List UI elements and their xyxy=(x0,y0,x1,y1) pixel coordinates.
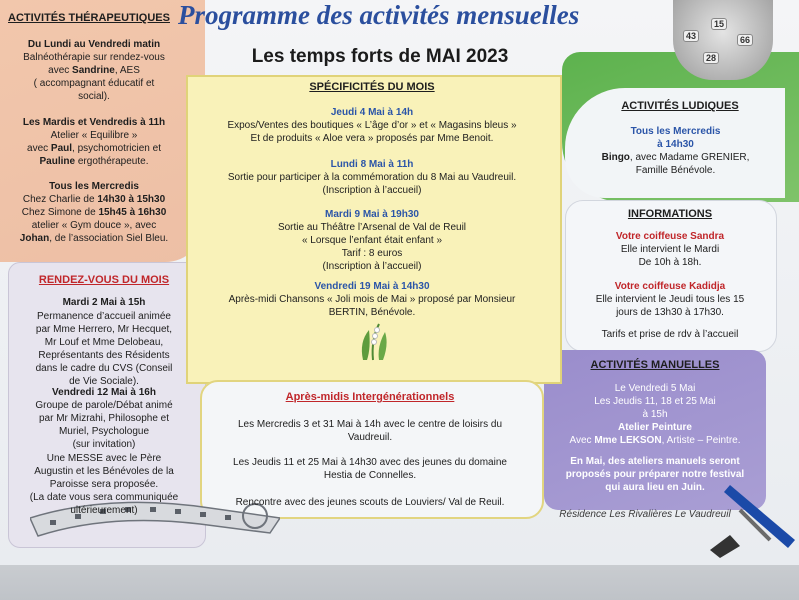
text-line: (La date vous sera communiquée xyxy=(29,492,179,503)
therapeutic-heading: ACTIVITÉS THÉRAPEUTIQUES xyxy=(8,12,170,24)
text-line: Groupe de parole/Débat animé xyxy=(35,400,173,411)
therapeutic-block-1 xyxy=(4,38,184,103)
text-line: proposés pour préparer notre festival xyxy=(565,469,745,480)
text-line: Et de produits « Aloe vera » proposés par Mme Benoit. xyxy=(250,133,494,144)
text: , AES xyxy=(114,65,140,76)
therapeutic-block-2 xyxy=(4,116,184,168)
event-date: Mardi 9 Mai à 19h30 xyxy=(325,209,419,220)
name: Mme LEKSON xyxy=(594,435,662,446)
bingo-ball: 28 xyxy=(703,52,719,64)
ludic-block xyxy=(568,125,783,177)
text-line: Vaudreuil. xyxy=(347,432,393,443)
text-line: par Mme Herrero, Mr Hecquet, xyxy=(35,324,173,335)
name: Paul xyxy=(50,143,73,154)
text-line xyxy=(4,206,184,219)
name: Pauline xyxy=(39,156,76,167)
text: Chez Charlie de xyxy=(22,194,98,205)
text-line: Expos/Ventes des boutiques « L’âge d’or » et « Magasins bleus » xyxy=(227,120,517,131)
text-line: à 14h30 xyxy=(657,139,694,150)
info-block-2 xyxy=(568,280,772,319)
time: 15h45 à 16h30 xyxy=(98,207,167,218)
specifics-heading: SPÉCIFICITÉS DU MOIS xyxy=(309,81,435,93)
text: , avec Madame GRENIER, xyxy=(629,152,750,163)
text-line: atelier « Gym douce », avec xyxy=(31,220,157,231)
event-date: Lundi 8 Mai à 11h xyxy=(330,159,414,170)
text-line: Permanence d’accueil animée xyxy=(37,311,171,322)
text-line: Après-midi Chansons « Joli mois de Mai » proposé par Monsieur xyxy=(228,294,516,305)
text-line: qui aura lieu en Juin. xyxy=(605,482,705,493)
text-line xyxy=(4,142,184,155)
name: Sandrine xyxy=(72,65,115,76)
text-line: Famille Bénévole. xyxy=(635,165,716,176)
info-heading: INFORMATIONS xyxy=(627,208,713,220)
event-date: Vendredi 19 Mai à 14h30 xyxy=(314,281,430,292)
time: 14h30 à 15h30 xyxy=(97,194,166,205)
intergen-block-2 xyxy=(205,456,535,482)
text: , Artiste – Peintre. xyxy=(661,435,741,446)
text-line: par Mr Mizrahi, Philosophe et xyxy=(38,413,170,424)
text-line: Muriel, Psychologue xyxy=(58,426,150,437)
text: , psychomotricien et xyxy=(72,143,161,154)
page-title: Programme des activités mensuelles xyxy=(178,0,580,30)
intergen-block-1 xyxy=(205,418,535,444)
bingo-label: Bingo xyxy=(601,152,630,163)
rdv-block-2 xyxy=(14,386,194,451)
rdv-heading: RENDEZ-VOUS DU MOIS xyxy=(38,274,170,286)
text-line: Les Jeudis 11 et 25 Mai à 14h30 avec des jeunes du domaine xyxy=(233,457,507,468)
bingo-ball: 43 xyxy=(683,30,699,42)
text-line: social). xyxy=(78,91,110,102)
text-line: « Lorsque l’enfant était enfant » xyxy=(301,235,443,246)
text-line: Tarif : 8 euros xyxy=(341,248,403,259)
text-line: Une MESSE avec le Père xyxy=(46,453,162,464)
text-line: Paroisse sera proposée. xyxy=(49,479,159,490)
lily-of-the-valley-icon xyxy=(357,320,391,362)
event-friday-19 xyxy=(190,280,554,319)
intergen-block-3: Rencontre avec des jeunes scouts de Louviers/ Val de Reuil. xyxy=(235,497,505,508)
text-line: jours de 13h30 à 17h30. xyxy=(616,307,724,318)
text: Avec xyxy=(569,435,595,446)
text-line: Mardi 2 Mai à 15h xyxy=(62,297,146,308)
bingo-ball: 66 xyxy=(737,34,753,46)
wall-background xyxy=(0,565,799,600)
rdv-block-3 xyxy=(14,452,194,517)
text: Chez Simone de xyxy=(21,207,99,218)
text-line: Les Jeudis 11, 18 et 25 Mai xyxy=(594,396,716,407)
text-line: Les Mardis et Vendredis à 11h xyxy=(22,117,166,128)
text-line: ultérieurement) xyxy=(70,505,138,516)
therapeutic-block-3 xyxy=(4,180,184,245)
text-line: Les Mercredis 3 et 31 Mai à 14h avec le centre de loisirs du xyxy=(237,419,503,430)
text-line: Votre coiffeuse Kadidja xyxy=(614,281,726,292)
event-monday-8 xyxy=(190,158,554,197)
manual-heading: ACTIVITÉS MANUELLES xyxy=(590,359,720,371)
text-line: Elle intervient le Jeudi tous les 15 xyxy=(595,294,745,305)
text-line: (Inscription à l’accueil) xyxy=(322,261,422,272)
text-line: Balnéothérapie sur rendez-vous xyxy=(23,52,165,63)
text-line: Atelier « Equilibre » xyxy=(50,130,138,141)
text-line: Atelier Peinture xyxy=(618,422,692,433)
text-line: Le Vendredi 5 Mai xyxy=(614,383,696,394)
residence-signature: Résidence Les Rivalières Le Vaudreuil xyxy=(559,509,731,520)
text-line: Sortie au Théâtre l’Arsenal de Val de Reuil xyxy=(277,222,467,233)
text-line: Sortie pour participer à la commémoration du 8 Mai au Vaudreuil. xyxy=(227,172,517,183)
manual-block xyxy=(548,382,762,494)
bingo-cage-image xyxy=(673,0,773,80)
text-line: Représentants des Résidents xyxy=(38,350,170,361)
text-line: à 15h xyxy=(642,409,668,420)
text-line xyxy=(548,434,762,447)
text-line: Votre coiffeuse Sandra xyxy=(615,231,725,242)
text-line xyxy=(4,64,184,77)
page-subtitle: Les temps forts de MAI 2023 xyxy=(251,46,509,67)
event-thursday-4 xyxy=(190,106,554,145)
intergen-heading: Après-midis Intergénérationnels xyxy=(285,391,455,403)
text-line: (Inscription à l’accueil) xyxy=(322,185,422,196)
text-line xyxy=(568,151,783,164)
event-date: Jeudi 4 Mai à 14h xyxy=(330,107,414,118)
ludic-heading: ACTIVITÉS LUDIQUES xyxy=(621,100,739,112)
rdv-block-1 xyxy=(14,296,194,388)
text-line: De 10h à 18h. xyxy=(638,257,702,268)
text-line: Augustin et les Bénévoles de la xyxy=(34,466,174,477)
text-line: En Mai, des ateliers manuels seront xyxy=(570,456,740,467)
text-line xyxy=(4,155,184,168)
name: Johan xyxy=(19,233,50,244)
text: avec xyxy=(27,143,51,154)
text-line: Mr Louf et Mme Delobeau, xyxy=(44,337,164,348)
text-line: Tous les Mercredis xyxy=(630,126,721,137)
info-note: Tarifs et prise de rdv à l’accueil xyxy=(601,329,739,340)
text: , de l’association Siel Bleu. xyxy=(49,233,169,244)
text-line: de Vie Sociale). xyxy=(69,376,139,387)
text-line xyxy=(4,193,184,206)
text-line: ( accompagnant éducatif et xyxy=(33,78,155,89)
text-line: (sur invitation) xyxy=(72,439,136,450)
text: ergothérapeute. xyxy=(75,156,149,167)
text-line: Vendredi 12 Mai à 16h xyxy=(52,387,156,398)
text-line xyxy=(4,232,184,245)
text-line: Elle intervient le Mardi xyxy=(620,244,720,255)
text-line: Du Lundi au Vendredi matin xyxy=(27,39,161,50)
bingo-ball: 15 xyxy=(711,18,727,30)
text-line: Hestia de Connelles. xyxy=(323,470,417,481)
info-block-1 xyxy=(568,230,772,269)
text-line: BERTIN, Bénévole. xyxy=(328,307,416,318)
text: avec xyxy=(48,65,73,76)
text-line: Tous les Mercredis xyxy=(49,181,139,192)
event-tuesday-9 xyxy=(190,208,554,273)
text-line: dans le cadre du CVS (Conseil xyxy=(35,363,173,374)
